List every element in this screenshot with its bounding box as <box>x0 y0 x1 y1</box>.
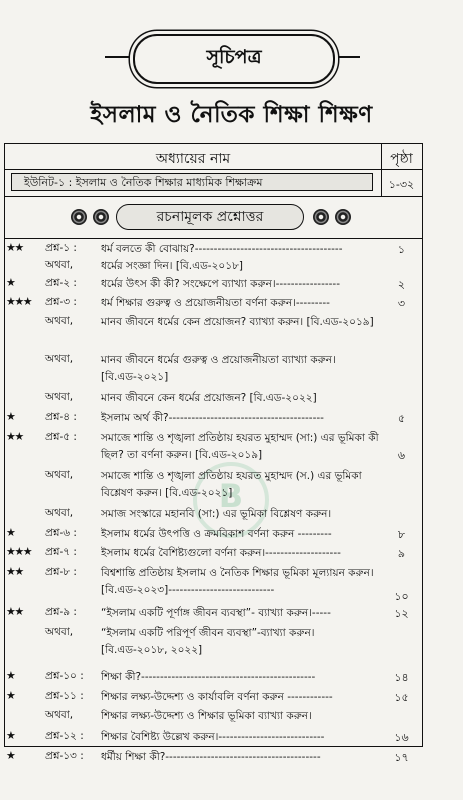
page-number: ১৬ <box>394 731 409 744</box>
question-number: অথবা, <box>45 259 74 271</box>
page-number: ১০ <box>394 590 409 603</box>
question-number: অথবা, <box>45 709 74 721</box>
question-number: প্রশ্ন-৯ : <box>45 606 77 618</box>
question-text: ধর্ম শিক্ষার গুরুত্ব ও প্রয়োজনীয়তা বর্ণনা করুন।--------- <box>101 297 330 309</box>
page-number: ১ <box>397 243 406 256</box>
flower-ornament-icon <box>71 209 87 225</box>
question-text: মানব জীবনে ধর্মের গুরুত্ব ও প্রয়োজনীয়তা ব্যাখ্যা করুন। [বি.এড-২০২১] <box>101 354 336 383</box>
importance-stars: ★ <box>6 689 15 702</box>
question-text: ইসলাম ধর্মের উৎপত্তি ও ক্রমবিকাশ বর্ণনা করুন --------- <box>101 528 332 540</box>
importance-stars: ★ <box>6 276 15 289</box>
page-number: ৬ <box>397 449 406 462</box>
importance-stars: ★★ <box>6 605 23 618</box>
flower-ornament-icon <box>93 209 109 225</box>
flower-ornament-icon <box>313 209 329 225</box>
question-text: শিক্ষার লক্ষ্য-উদ্দেশ্য ও শিক্ষার ভূমিকা ব্যাখ্যা করুন। <box>101 710 312 722</box>
unit-row <box>5 170 422 197</box>
question-text: মানব জীবনে ধর্মের কেন প্রয়োজন? ব্যাখ্যা করুন। [বি.এড-২০১৯] <box>101 316 374 328</box>
importance-stars: ★ <box>6 749 15 762</box>
importance-stars: ★★ <box>6 241 23 254</box>
page-number: ১৭ <box>394 751 409 764</box>
unit-page-range: ১-৩২ <box>388 178 415 191</box>
flower-ornament-icon <box>335 209 351 225</box>
question-number: অথবা, <box>45 391 74 403</box>
question-number: প্রশ্ন-২ : <box>45 277 77 289</box>
page-number: ৯ <box>397 547 406 560</box>
importance-stars: ★★ <box>6 565 23 578</box>
banner-label: সূচিপত্র <box>206 46 262 68</box>
banner-rule-left <box>105 56 131 58</box>
question-number: প্রশ্ন-৫ : <box>45 431 77 443</box>
importance-stars: ★★ <box>6 430 23 443</box>
banner-rule-right <box>334 56 360 58</box>
question-text: ইসলাম অর্থ কী?----------------------------------------- <box>101 412 324 424</box>
importance-stars: ★ <box>6 526 15 539</box>
question-number: প্রশ্ন-৩ : <box>45 296 77 308</box>
page-number: ১৫ <box>394 691 409 704</box>
importance-stars: ★ <box>6 410 15 423</box>
question-number: অথবা, <box>45 507 74 519</box>
question-number: প্রশ্ন-১৩ : <box>45 750 84 762</box>
question-text: শিক্ষা কী?---------------------------------------------- <box>101 671 316 683</box>
contents-banner <box>133 34 335 84</box>
question-number: প্রশ্ন-১২ : <box>45 730 84 742</box>
question-text: সমাজে শান্তি ও শৃঙ্খলা প্রতিষ্ঠায় হযরত মুহাম্মদ (স.) এর ভূমিকা বিশ্লেষণ করুন। [বি.এড-২০২১] <box>101 470 362 499</box>
question-text: ধর্মের উৎস কী কী? সংক্ষেপে ব্যাখ্যা করুন।----------------- <box>101 278 341 290</box>
page-number: ৫ <box>397 412 406 425</box>
unit-label: ইউনিট-১ : ইসলাম ও নৈতিক শিক্ষার মাধ্যমিক শিক্ষাক্রম <box>11 173 373 191</box>
page-heading: পৃষ্ঠা <box>390 151 413 167</box>
page-number: ১৪ <box>394 671 409 684</box>
question-number: প্রশ্ন-৬ : <box>45 527 77 539</box>
importance-stars: ★★★ <box>6 295 32 308</box>
chapter-name-heading: অধ্যায়ের নাম <box>155 151 231 167</box>
question-text: ধর্মের সংজ্ঞা দিন। [বি.এড-২০১৮] <box>101 260 243 272</box>
contents-table <box>4 143 423 764</box>
question-number: প্রশ্ন-১ : <box>45 242 77 254</box>
question-number: প্রশ্ন-৭ : <box>45 546 77 558</box>
section-heading: রচনামূলক প্রশ্নোত্তর <box>116 204 304 230</box>
question-text: সমাজে শান্তি ও শৃঙ্খলা প্রতিষ্ঠায় হযরত মুহাম্মদ (সা:) এর ভূমিকা কী ছিল? তা বর্ণনা করুন। [বি.এড-২০১৯] <box>101 432 379 461</box>
importance-stars: ★ <box>6 669 15 682</box>
page-number: ৩ <box>397 297 406 310</box>
importance-stars: ★★★ <box>6 545 32 558</box>
question-number: অথবা, <box>45 469 74 481</box>
question-number: অথবা, <box>45 626 74 638</box>
question-text: বিশ্বশান্তি প্রতিষ্ঠায় ইসলাম ও নৈতিক শিক্ষার ভূমিকা মূল্যায়ন করুন। [বি.এড-২০২৩]---------------------------- <box>101 567 374 596</box>
watermark-logo: B <box>193 462 269 538</box>
importance-stars: ★ <box>6 729 15 742</box>
question-text: মানব জীবনে কেন ধর্মের প্রয়োজন? [বি.এড-২০২২] <box>101 392 317 404</box>
question-text: ইসলাম ধর্মের বৈশিষ্ট্যগুলো বর্ণনা করুন।-------------------- <box>101 547 341 559</box>
section-heading-row <box>5 197 422 239</box>
question-text: ধর্ম বলতে কী বোঝায়?--------------------------------------- <box>101 243 343 255</box>
question-number: প্রশ্ন-৪ : <box>45 411 77 423</box>
table-header <box>5 144 422 170</box>
question-number: অথবা, <box>45 353 74 365</box>
question-number: প্রশ্ন-৮ : <box>45 566 77 578</box>
question-text: সমাজ সংস্কারে মহানবি (সা:) এর ভূমিকা বিশ্লেষণ করুন। <box>101 508 332 520</box>
question-number: অথবা, <box>45 315 74 327</box>
question-text: শিক্ষার লক্ষ্য-উদ্দেশ্য ও কার্যাবলি বর্ণনা করুন ------------ <box>101 691 333 703</box>
page-number: ২ <box>397 278 406 291</box>
question-number: প্রশ্ন-১০ : <box>45 670 84 682</box>
question-text: শিক্ষার বৈশিষ্ট্য উল্লেখ করুন।---------------------------- <box>101 731 325 743</box>
question-text: ধর্মীয় শিক্ষা কী?----------------------------------------- <box>101 751 321 763</box>
question-number: প্রশ্ন-১১ : <box>45 690 84 702</box>
page-number: ১২ <box>394 607 409 620</box>
book-title: ইসলাম ও নৈতিক শিক্ষা শিক্ষণ <box>90 102 373 128</box>
question-text: “ইসলাম একটি পরিপূর্ণ জীবন ব্যবস্থা”-ব্যাখ্যা করুন। [বি.এড-২০১৮, ২০২২] <box>101 627 315 656</box>
page-number: ৮ <box>397 528 406 541</box>
question-text: “ইসলাম একটি পূর্ণাঙ্গ জীবন ব্যবস্থা”- ব্যাখ্যা করুন।----- <box>101 607 331 619</box>
